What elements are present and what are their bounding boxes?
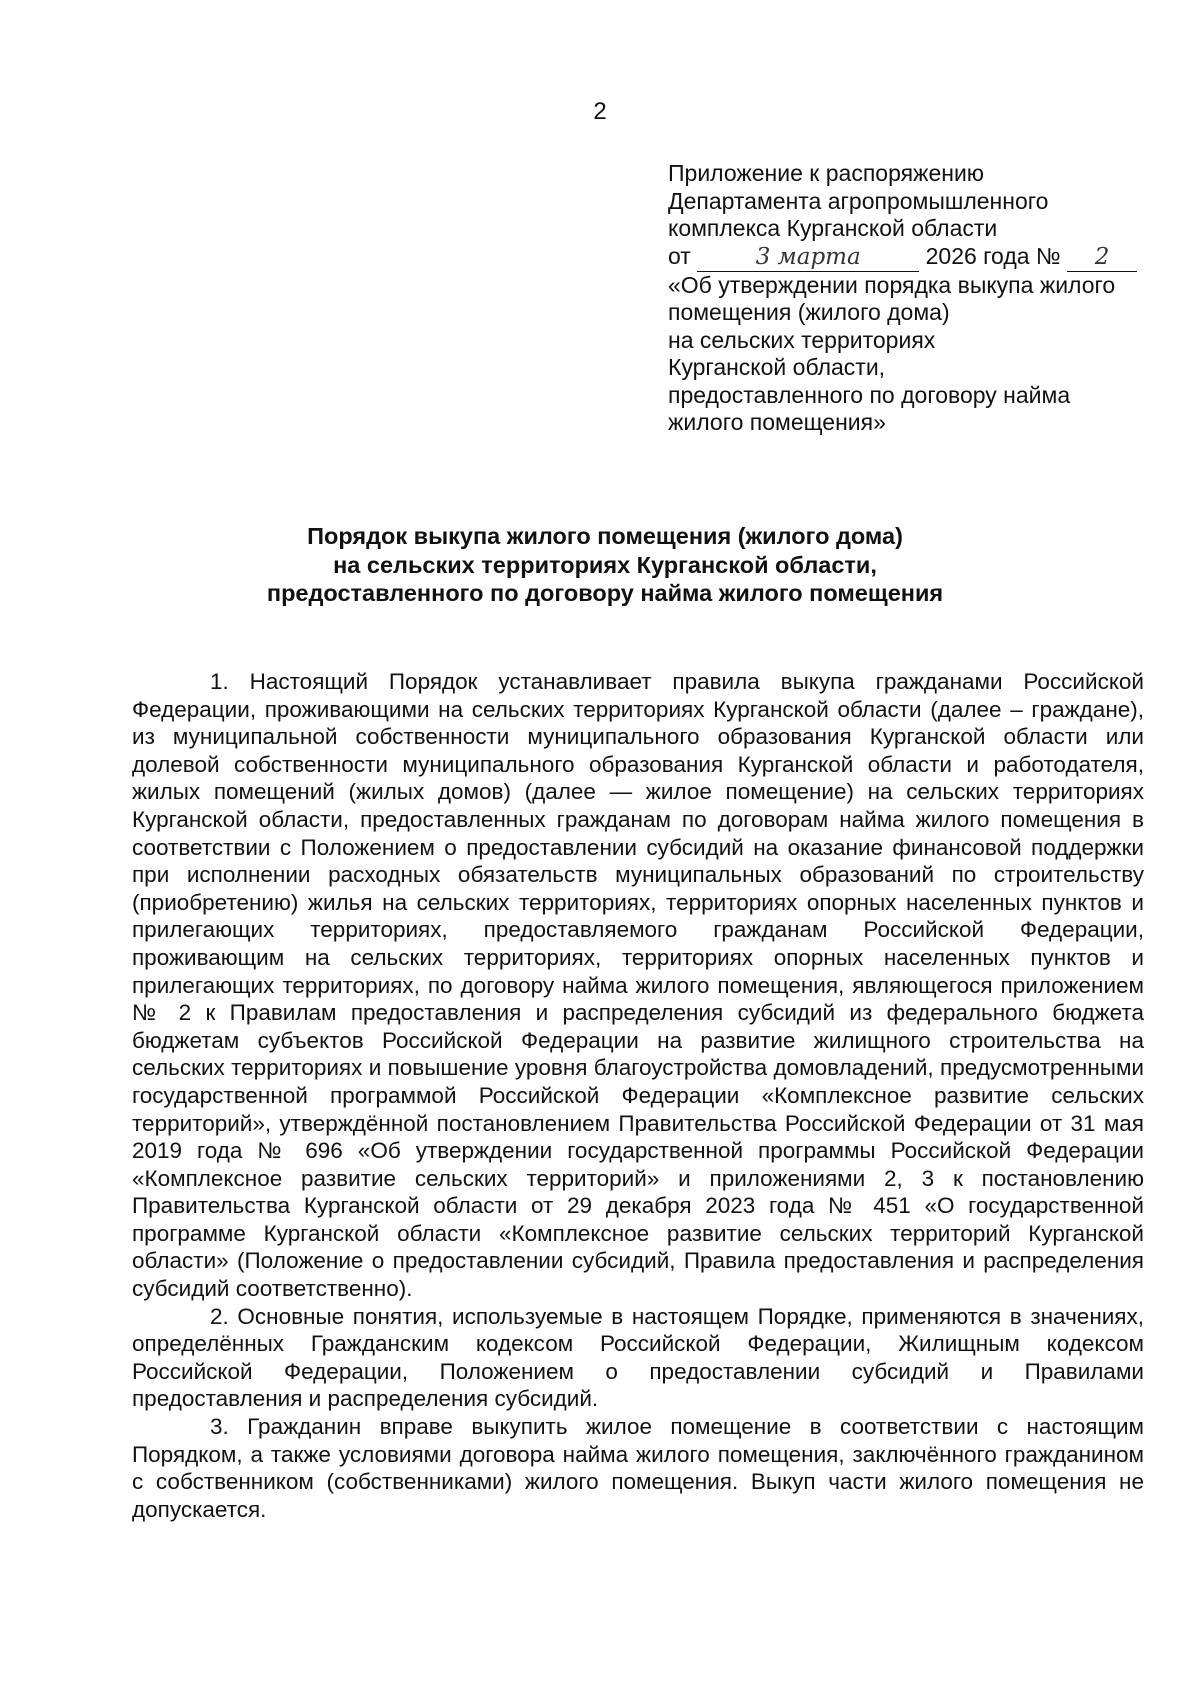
page-number: 2 (593, 98, 607, 125)
title-line: Порядок выкупа жилого помещения (жилого дома) (307, 523, 903, 549)
appendix-line: Приложение к распоряжению (668, 160, 985, 186)
appendix-header (668, 160, 1168, 437)
handwritten-date: 3 марта (697, 245, 919, 272)
appendix-subject-line: предоставленного по договору найма (668, 381, 1071, 408)
appendix-subject-line: «Об утверждении порядка выкупа жилого (668, 271, 1116, 298)
appendix-line: Департамента агропромышленного (668, 187, 1049, 214)
year-label: 2026 года № (925, 242, 1061, 269)
appendix-line: комплекса Курганской области (668, 215, 998, 241)
appendix-date-line (668, 243, 1168, 272)
date-prefix: от (668, 242, 691, 269)
appendix-subject-line: помещения (жилого дома) (668, 299, 950, 325)
paragraph-2: 2. Основные понятия, используемые в настоящем Порядке, применяются в значениях, определённых Гражданским кодексом Российской Федерации, Жилищным кодексом Российской Федерации, Положением о предоставлении субсидий и Правилами предоставления и распределения субсидий. (132, 1303, 1144, 1412)
title-line: на сельских территориях Курганской области, (333, 551, 877, 578)
document-body (132, 668, 1144, 1523)
paragraph-1: 1. Настоящий Порядок устанавливает правила выкупа гражданами Российской Федерации, проживающими на сельских территориях Курганской области (далее – граждане), из муниципальной собственности муниципального образования Курганской области или долевой собственности муниципального образования Курганской области и работодателя, жилых помещений (жилых домов) (далее — жилое помещение) на сельских территориях Курганской области, предоставленных гражданам по договорам найма жилого помещения в соответствии с Положением о предоставлении субсидий на оказание финансовой поддержки при исполнении расходных обязательств муниципальных образований по строительству (приобретению) жилья на сельских территориях, территориях опорных населенных пунктов и прилегающих территориях, предоставляемого гражданам Российской Федерации, проживающим на сельских территориях, территориях опорных населенных пунктов и прилегающих территориях, по договору найма жилого помещения, являющегося приложением № 2 к Правилам предоставления и распределения субсидий из федерального бюджета бюджетам субъектов Российской Федерации на развитие жилищного строительства на сельских территориях и повышение уровня благоустройства домовладений, предусмотренными государственной программой Российской Федерации «Комплексное развитие сельских территорий», утверждённой постановлением Правительства Российской Федерации от 31 мая 2019 года № 696 «Об утверждении государственной программы Российской Федерации «Комплексное развитие сельских территорий» и приложениями 2, 3 к постановлению Правительства Курганской области от 29 декабря 2023 года № 451 «О государственной программе Курганской области «Комплексное развитие сельских территорий Курганской области» (Положение о предоставлении субсидий, Правила предоставления и распределения субсидий соответственно). (132, 669, 1144, 1302)
paragraph-3: 3. Гражданин вправе выкупить жилое помещение в соответствии с настоящим Порядком, а также условиями договора найма жилого помещения, заключённого гражданином с собственником (собственниками) жилого помещения. Выкуп части жилого помещения не допускается. (132, 1414, 1144, 1522)
document-title (180, 522, 1030, 608)
appendix-subject-line: Курганской области, (668, 354, 886, 380)
handwritten-number: 2 (1067, 245, 1137, 272)
appendix-subject-line: на сельских территориях (668, 326, 936, 353)
title-line: предоставленного по договору найма жилого помещения (266, 580, 944, 606)
appendix-subject-line: жилого помещения» (668, 409, 886, 435)
